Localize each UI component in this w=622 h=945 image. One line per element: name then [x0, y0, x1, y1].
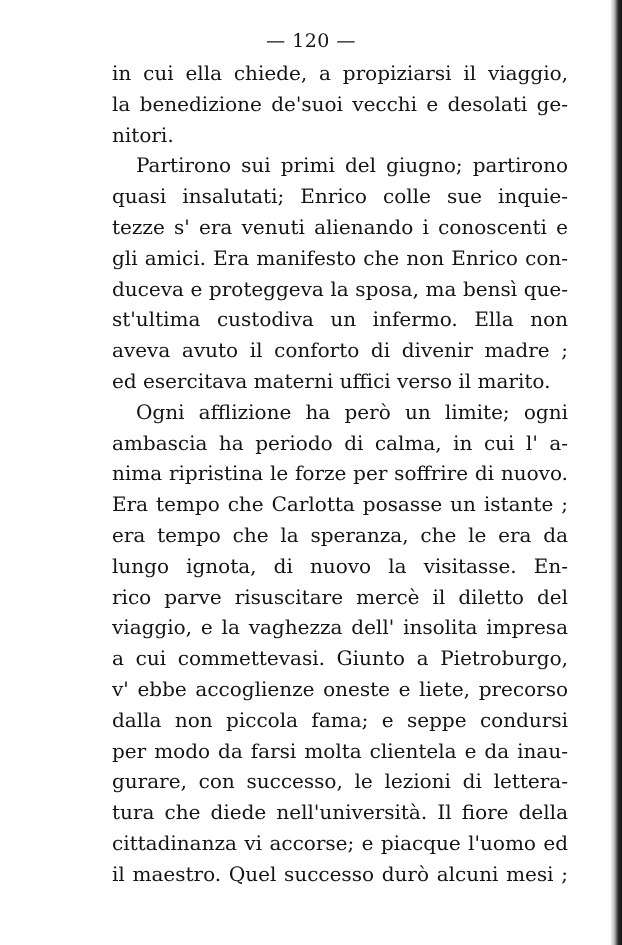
- text-line: nima ripristina le forze per soffrire di nuovo.: [112, 461, 568, 486]
- text-line: nitori.: [112, 122, 174, 147]
- text-line: cittadinanza vi accorse; e piacque l'uomo ed: [112, 830, 568, 855]
- text-line: Partirono sui primi del giugno; partirono: [136, 153, 568, 178]
- text-line: v' ebbe accoglienze oneste e liete, precorso: [112, 676, 568, 701]
- text-line: viaggio, e la vaghezza dell' insolita impresa: [112, 615, 568, 640]
- text-line: rico parve risuscitare mercè il diletto del: [112, 584, 568, 609]
- text-line: aveva avuto il conforto di divenir madre ;: [112, 338, 568, 363]
- text-line: gurare, con successo, le lezioni di lettera-: [112, 769, 568, 794]
- text-line: Era tempo che Carlotta posasse un istante ;: [112, 492, 568, 517]
- text-line: ed esercitava materni uffici verso il marito.: [112, 368, 551, 393]
- text-line: st'ultima custodiva un infermo. Ella non: [112, 307, 568, 332]
- body-text: [112, 58, 568, 890]
- text-line: per modo da farsi molta clientela e da inau-: [112, 738, 568, 763]
- text-line: tura che diede nell'università. Il fiore della: [112, 800, 568, 825]
- text-line: ambascia ha periodo di calma, in cui l' a-: [112, 430, 568, 455]
- text-line: lungo ignota, di nuovo la visitasse. En-: [112, 553, 568, 578]
- text-line: gli amici. Era manifesto che non Enrico con-: [112, 245, 568, 270]
- text-line: il maestro. Quel successo durò alcuni mesi ;: [112, 861, 568, 886]
- text-line: la benedizione de'suoi vecchi e desolati ge-: [112, 91, 568, 116]
- text-line: quasi insalutati; Enrico colle sue inquie-: [112, 184, 568, 209]
- page-number: — 120 —: [266, 30, 356, 52]
- text-line: tezze s' era venuti alienando i conoscenti e: [112, 214, 568, 239]
- text-line: Ogni afflizione ha però un limite; ogni: [136, 399, 568, 424]
- text-line: dalla non piccola fama; e seppe condursi: [112, 707, 568, 732]
- page-edge-shadow: [610, 0, 622, 945]
- text-line: in cui ella chiede, a propiziarsi il viaggio,: [112, 61, 568, 85]
- text-line: era tempo che la speranza, che le era da: [112, 522, 568, 547]
- text-line: a cui commettevasi. Giunto a Pietroburgo,: [112, 646, 568, 671]
- text-line: duceva e proteggeva la sposa, ma bensì que-: [112, 276, 568, 301]
